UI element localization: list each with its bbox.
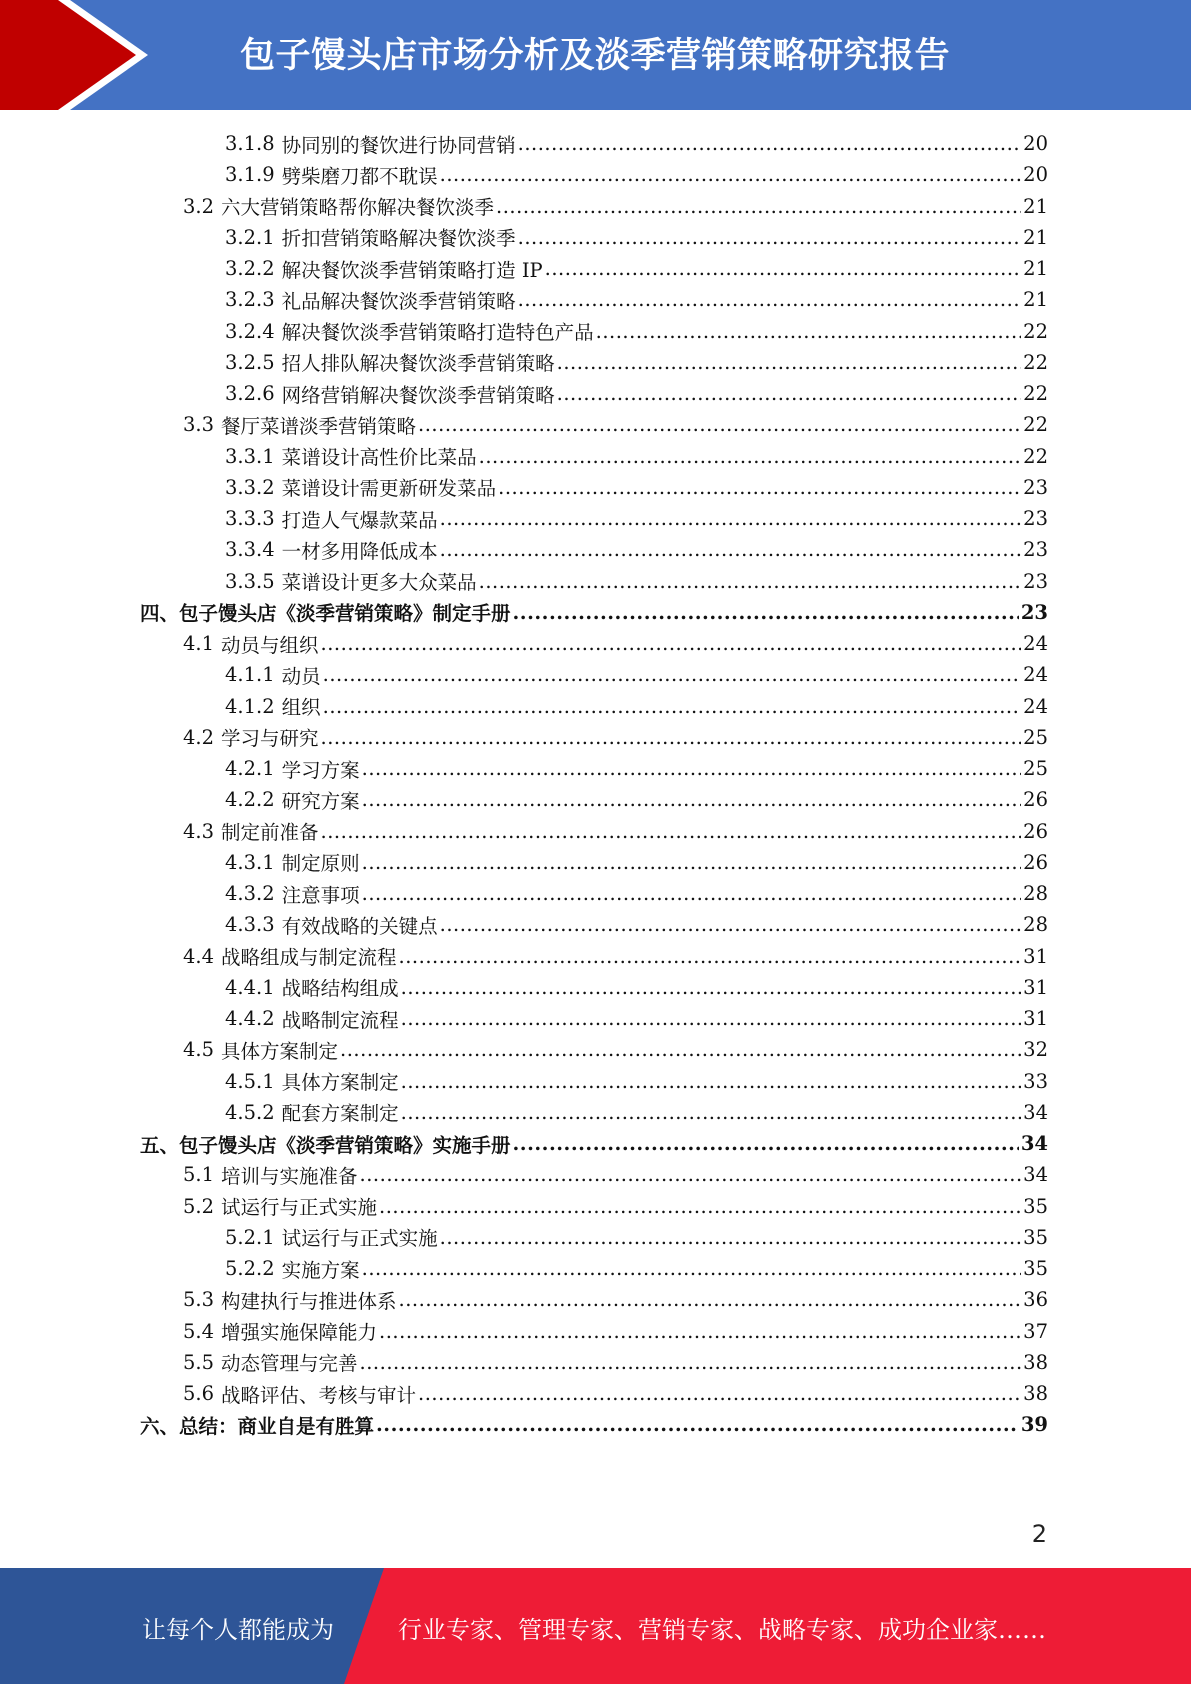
toc-entry-title: 增强实施保障能力 <box>221 1321 378 1345</box>
toc-entry-title: 学习与研究 <box>221 727 319 751</box>
toc-entry-title: 餐厅菜谱淡季营销策略 <box>221 414 417 438</box>
toc-entry-title: 六、总结：商业自是有胜算 <box>140 1414 375 1438</box>
toc-entry-page: 35 <box>1023 1257 1048 1281</box>
toc-entry-number: 4.1.1 <box>225 663 275 687</box>
toc-entry-title: 动员与组织 <box>221 633 319 657</box>
toc-entry[interactable] <box>140 1066 1048 1097</box>
toc-dot-leader <box>418 413 1021 436</box>
toc-entry[interactable] <box>140 941 1048 972</box>
toc-entry-title: 组织 <box>281 696 321 720</box>
toc-dot-leader <box>362 851 1022 874</box>
toc-entry-page: 25 <box>1023 725 1048 749</box>
toc-entry-number: 3.1.9 <box>225 163 275 187</box>
toc-entry-page: 31 <box>1023 944 1048 968</box>
toc-entry-number: 3.3.3 <box>225 507 275 531</box>
toc-entry-page: 39 <box>1020 1413 1048 1437</box>
toc-dot-leader <box>440 507 1022 530</box>
toc-dot-leader <box>399 945 1022 968</box>
toc-entry-title: 战略制定流程 <box>281 1008 399 1032</box>
toc-dot-leader <box>340 1038 1021 1061</box>
toc-dot-leader <box>362 882 1022 905</box>
toc-entry-page: 31 <box>1023 1007 1048 1031</box>
toc-entry-page: 25 <box>1023 757 1048 781</box>
toc-entry[interactable] <box>140 1284 1048 1315</box>
toc-entry[interactable] <box>140 972 1048 1003</box>
toc-dot-leader <box>401 1007 1022 1030</box>
toc-entry[interactable] <box>140 847 1048 878</box>
toc-entry-page: 20 <box>1023 132 1048 156</box>
toc-dot-leader <box>376 1413 1019 1436</box>
toc-entry-number: 5.2 <box>183 1194 215 1218</box>
toc-entry-page: 33 <box>1023 1069 1048 1093</box>
toc-entry-number: 4.4.1 <box>225 975 275 999</box>
toc-entry-title: 战略评估、考核与审计 <box>221 1383 417 1407</box>
toc-entry-number: 3.1.8 <box>225 132 275 156</box>
toc-entry-page: 36 <box>1023 1288 1048 1312</box>
toc-entry-page: 23 <box>1023 569 1048 593</box>
toc-entry-page: 26 <box>1023 788 1048 812</box>
toc-entry-number: 4.4 <box>183 944 215 968</box>
toc-entry-page: 21 <box>1023 225 1048 249</box>
toc-entry-title: 制定前准备 <box>221 821 319 845</box>
toc-entry-title: 学习方案 <box>281 758 360 782</box>
toc-entry[interactable] <box>140 878 1048 909</box>
toc-entry-number: 3.2.4 <box>225 319 275 343</box>
toc-entry-title: 协同别的餐饮进行协同营销 <box>281 133 516 157</box>
page-footer <box>0 1568 1191 1684</box>
toc-entry[interactable] <box>140 1222 1048 1253</box>
toc-entry-title: 试运行与正式实施 <box>281 1227 438 1251</box>
toc-entry-number: 3.2.1 <box>225 225 275 249</box>
toc-entry-title: 礼品解决餐饮淡季营销策略 <box>281 289 516 313</box>
toc-dot-leader <box>321 632 1022 655</box>
toc-dot-leader <box>323 663 1022 686</box>
toc-entry-number: 5.5 <box>183 1350 215 1374</box>
toc-entry[interactable] <box>140 441 1048 472</box>
toc-entry[interactable] <box>140 222 1048 253</box>
toc-entry-number: 5.2.1 <box>225 1225 275 1249</box>
toc-dot-leader <box>440 163 1022 186</box>
toc-entry[interactable] <box>140 566 1048 597</box>
toc-entry-page: 32 <box>1023 1038 1048 1062</box>
toc-entry-page: 21 <box>1023 288 1048 312</box>
toc-entry-page: 37 <box>1023 1319 1048 1343</box>
header-chevron-graphic <box>0 0 160 110</box>
toc-dot-leader <box>360 1163 1022 1186</box>
toc-entry-title: 四、包子馒头店《淡季营销策略》制定手册 <box>140 602 511 626</box>
page-number: 2 <box>1031 1520 1047 1548</box>
toc-dot-leader <box>362 757 1022 780</box>
toc-entry[interactable] <box>140 1159 1048 1190</box>
toc-entry-page: 23 <box>1020 600 1048 624</box>
toc-entry-page: 22 <box>1023 413 1048 437</box>
footer-slogan-left: 让每个人都能成为 <box>142 1616 334 1644</box>
toc-entry-page: 22 <box>1023 382 1048 406</box>
toc-entry-page: 24 <box>1023 632 1048 656</box>
toc-entry-number: 4.3.2 <box>225 882 275 906</box>
toc-entry-number: 4.1 <box>183 632 215 656</box>
toc-entry[interactable] <box>140 1191 1048 1222</box>
toc-dot-leader <box>518 132 1022 155</box>
toc-entry[interactable] <box>140 1034 1048 1065</box>
toc-dot-leader <box>379 1195 1021 1218</box>
toc-entry[interactable] <box>140 472 1048 503</box>
toc-dot-leader <box>440 913 1022 936</box>
toc-dot-leader <box>399 1288 1022 1311</box>
toc-entry-title: 注意事项 <box>281 883 360 907</box>
toc-dot-leader <box>323 695 1022 718</box>
toc-dot-leader <box>360 1351 1022 1374</box>
toc-entry-title: 配套方案制定 <box>281 1102 399 1126</box>
toc-entry-page: 20 <box>1023 163 1048 187</box>
toc-entry-number: 3.3.5 <box>225 569 275 593</box>
toc-dot-leader <box>401 1070 1022 1093</box>
toc-entry-page: 28 <box>1023 913 1048 937</box>
toc-entry[interactable] <box>140 253 1048 284</box>
toc-entry-number: 3.2.2 <box>225 257 275 281</box>
toc-dot-leader <box>321 820 1022 843</box>
toc-entry-number: 3.3 <box>183 413 215 437</box>
toc-entry[interactable] <box>140 1253 1048 1284</box>
toc-entry[interactable] <box>140 159 1048 190</box>
report-title: 包子馒头店市场分析及淡季营销策略研究报告 <box>240 36 951 76</box>
toc-dot-leader <box>518 226 1022 249</box>
toc-entry-page: 28 <box>1023 882 1048 906</box>
toc-entry-number: 5.2.2 <box>225 1257 275 1281</box>
toc-entry[interactable] <box>140 534 1048 565</box>
toc-entry[interactable] <box>140 722 1048 753</box>
page-header <box>0 0 1191 110</box>
toc-dot-leader <box>498 476 1021 499</box>
toc-entry-number: 4.2.2 <box>225 788 275 812</box>
toc-entry-page: 22 <box>1023 319 1048 343</box>
toc-dot-leader <box>440 538 1022 561</box>
toc-entry-page: 21 <box>1023 257 1048 281</box>
toc-entry-title: 折扣营销策略解决餐饮淡季 <box>281 227 516 251</box>
toc-dot-leader <box>362 788 1022 811</box>
toc-entry-number: 5.6 <box>183 1382 215 1406</box>
footer-slogan-right: 行业专家、管理专家、营销专家、战略专家、成功企业家…… <box>398 1616 1046 1644</box>
toc-entry[interactable] <box>140 816 1048 847</box>
toc-entry-page: 26 <box>1023 819 1048 843</box>
toc-entry-page: 24 <box>1023 694 1048 718</box>
toc-dot-leader <box>557 351 1022 374</box>
toc-dot-leader <box>518 288 1022 311</box>
toc-entry[interactable] <box>140 347 1048 378</box>
toc-entry[interactable] <box>140 691 1048 722</box>
toc-entry-page: 26 <box>1023 850 1048 874</box>
toc-entry-page: 38 <box>1023 1350 1048 1374</box>
toc-entry-title: 解决餐饮淡季营销策略打造 IP <box>281 258 543 282</box>
toc-entry-title: 打造人气爆款菜品 <box>281 508 438 532</box>
toc-entry[interactable] <box>140 409 1048 440</box>
toc-entry-page: 31 <box>1023 975 1048 999</box>
toc-dot-leader <box>379 1320 1021 1343</box>
toc-dot-leader <box>513 1132 1019 1155</box>
toc-entry-title: 研究方案 <box>281 789 360 813</box>
toc-entry-title: 劈柴磨刀都不耽误 <box>281 164 438 188</box>
toc-entry[interactable] <box>140 128 1048 159</box>
toc-dot-leader <box>362 1257 1022 1280</box>
toc-dot-leader <box>479 445 1022 468</box>
toc-dot-leader <box>513 601 1019 624</box>
toc-entry-title: 试运行与正式实施 <box>221 1196 378 1220</box>
toc-entry-title: 五、包子馒头店《淡季营销策略》实施手册 <box>140 1133 511 1157</box>
toc-entry[interactable] <box>140 1409 1048 1440</box>
toc-entry-title: 招人排队解决餐饮淡季营销策略 <box>281 352 555 376</box>
table-of-contents <box>140 128 1048 1441</box>
toc-entry-number: 3.2 <box>183 194 215 218</box>
toc-entry-number: 4.5.1 <box>225 1069 275 1093</box>
toc-entry-number: 4.5.2 <box>225 1100 275 1124</box>
toc-entry-number: 4.2 <box>183 725 215 749</box>
toc-entry-title: 制定原则 <box>281 852 360 876</box>
toc-entry-number: 3.2.5 <box>225 350 275 374</box>
toc-entry-title: 菜谱设计需更新研发菜品 <box>281 477 497 501</box>
toc-entry-page: 34 <box>1020 1132 1048 1156</box>
toc-entry-title: 培训与实施准备 <box>221 1164 358 1188</box>
toc-entry-number: 3.3.1 <box>225 444 275 468</box>
toc-entry[interactable] <box>140 1316 1048 1347</box>
toc-entry[interactable] <box>140 1378 1048 1409</box>
toc-entry-page: 35 <box>1023 1194 1048 1218</box>
toc-entry-number: 3.3.4 <box>225 538 275 562</box>
toc-entry-title: 六大营销策略帮你解决餐饮淡季 <box>221 196 495 220</box>
toc-entry-number: 4.3.1 <box>225 850 275 874</box>
toc-entry-title: 菜谱设计高性价比菜品 <box>281 446 477 470</box>
toc-entry-title: 战略结构组成 <box>281 977 399 1001</box>
toc-entry-title: 一材多用降低成本 <box>281 539 438 563</box>
toc-entry-title: 动态管理与完善 <box>221 1352 358 1376</box>
toc-entry-title: 网络营销解决餐饮淡季营销策略 <box>281 383 555 407</box>
toc-entry-number: 4.2.1 <box>225 757 275 781</box>
toc-dot-leader <box>401 976 1022 999</box>
toc-entry-page: 24 <box>1023 663 1048 687</box>
toc-entry-number: 5.3 <box>183 1288 215 1312</box>
toc-dot-leader <box>321 726 1022 749</box>
toc-entry[interactable] <box>140 659 1048 690</box>
toc-entry[interactable] <box>140 597 1048 628</box>
toc-entry-page: 21 <box>1023 194 1048 218</box>
toc-entry-title: 有效战略的关键点 <box>281 914 438 938</box>
toc-entry-title: 具体方案制定 <box>221 1039 339 1063</box>
toc-entry[interactable] <box>140 909 1048 940</box>
toc-dot-leader <box>557 382 1022 405</box>
toc-entry-page: 34 <box>1023 1163 1048 1187</box>
toc-entry-number: 4.3.3 <box>225 913 275 937</box>
toc-entry[interactable] <box>140 378 1048 409</box>
toc-entry-number: 3.2.3 <box>225 288 275 312</box>
toc-entry-page: 22 <box>1023 350 1048 374</box>
toc-entry-title: 战略组成与制定流程 <box>221 946 397 970</box>
toc-entry[interactable] <box>140 503 1048 534</box>
toc-entry[interactable] <box>140 784 1048 815</box>
toc-entry[interactable] <box>140 1003 1048 1034</box>
toc-entry[interactable] <box>140 1347 1048 1378</box>
toc-entry-number: 3.3.2 <box>225 475 275 499</box>
toc-entry[interactable] <box>140 316 1048 347</box>
toc-entry[interactable] <box>140 1128 1048 1159</box>
toc-entry-number: 4.3 <box>183 819 215 843</box>
toc-entry-number: 5.1 <box>183 1163 215 1187</box>
toc-entry-number: 5.4 <box>183 1319 215 1343</box>
toc-entry-number: 4.1.2 <box>225 694 275 718</box>
toc-entry[interactable] <box>140 628 1048 659</box>
toc-dot-leader <box>496 195 1021 218</box>
toc-entry[interactable] <box>140 1097 1048 1128</box>
toc-entry-title: 解决餐饮淡季营销策略打造特色产品 <box>281 321 594 345</box>
toc-entry[interactable] <box>140 191 1048 222</box>
toc-entry-page: 34 <box>1023 1100 1048 1124</box>
toc-entry-page: 35 <box>1023 1225 1048 1249</box>
toc-entry-title: 具体方案制定 <box>281 1071 399 1095</box>
toc-entry[interactable] <box>140 284 1048 315</box>
toc-dot-leader <box>401 1101 1022 1124</box>
toc-dot-leader <box>418 1382 1021 1405</box>
toc-entry-number: 4.4.2 <box>225 1007 275 1031</box>
toc-entry-page: 22 <box>1023 444 1048 468</box>
toc-dot-leader <box>545 257 1022 280</box>
toc-entry-title: 实施方案 <box>281 1258 360 1282</box>
toc-entry-page: 38 <box>1023 1382 1048 1406</box>
toc-entry-title: 动员 <box>281 664 321 688</box>
toc-entry-page: 23 <box>1023 507 1048 531</box>
toc-entry[interactable] <box>140 753 1048 784</box>
toc-entry-page: 23 <box>1023 538 1048 562</box>
toc-entry-page: 23 <box>1023 475 1048 499</box>
toc-dot-leader <box>479 570 1022 593</box>
toc-entry-title: 构建执行与推进体系 <box>221 1289 397 1313</box>
toc-entry-number: 4.5 <box>183 1038 215 1062</box>
toc-entry-title: 菜谱设计更多大众菜品 <box>281 571 477 595</box>
toc-dot-leader <box>440 1226 1022 1249</box>
toc-entry-number: 3.2.6 <box>225 382 275 406</box>
toc-dot-leader <box>596 320 1022 343</box>
